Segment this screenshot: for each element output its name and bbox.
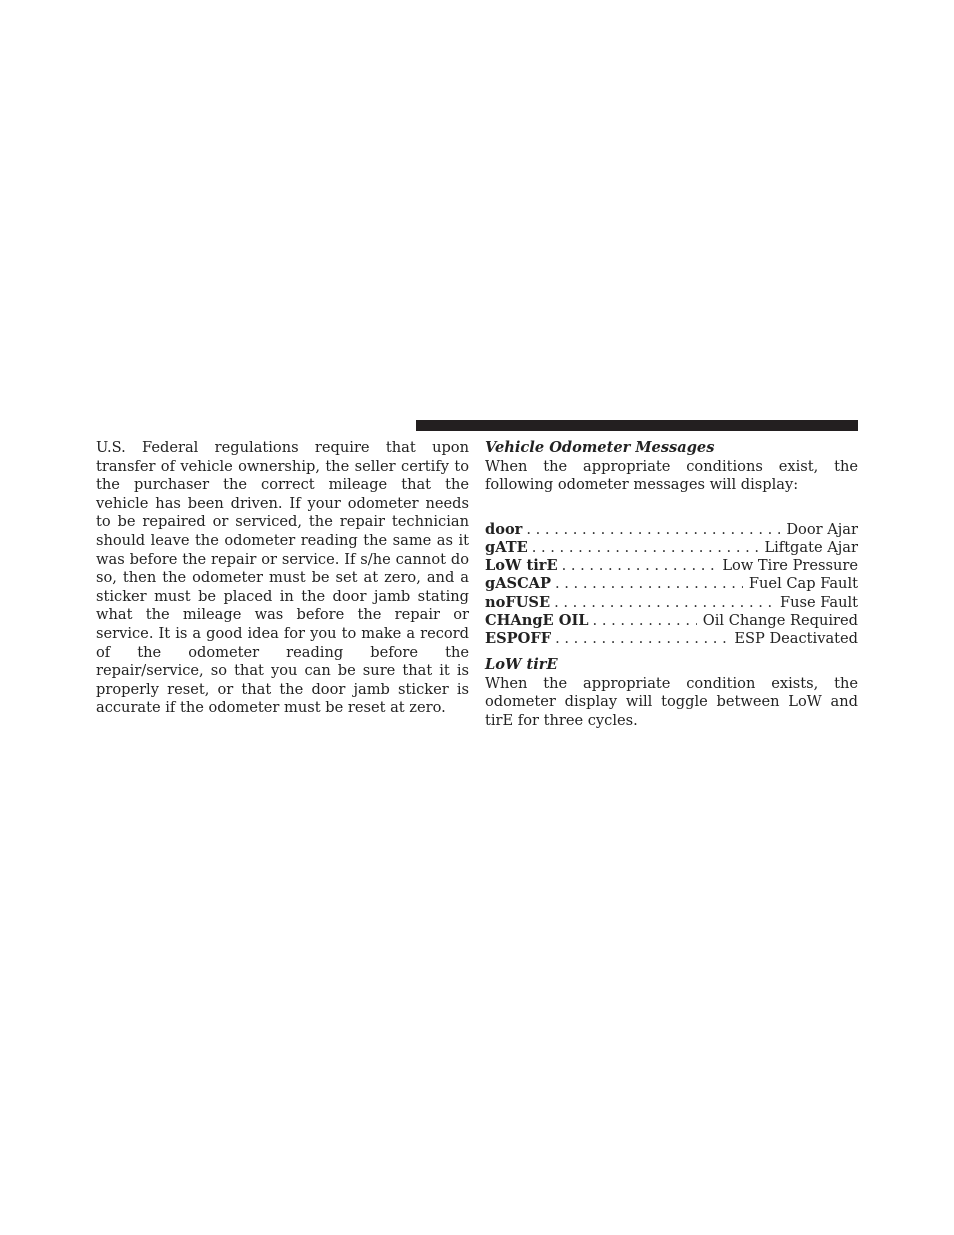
leader-dots	[526, 521, 780, 540]
leader-dots	[593, 612, 697, 631]
message-row	[485, 612, 858, 630]
message-row	[485, 630, 858, 648]
message-code: CHAngE OIL	[485, 611, 589, 629]
message-code: door	[485, 520, 523, 538]
message-code: LoW tirE	[485, 557, 558, 575]
message-description: ESP Deactivated	[734, 629, 858, 647]
leader-dots	[555, 575, 743, 594]
leader-dots	[562, 557, 717, 576]
message-description: Liftgate Ajar	[764, 538, 858, 556]
message-row	[485, 539, 858, 557]
odometer-message-list	[485, 521, 858, 648]
leader-dots	[554, 594, 774, 613]
message-description: Fuse Fault	[779, 593, 858, 611]
messages-intro: When the appropriate conditions exist, the following odometer messages will display:	[485, 457, 858, 494]
low-tire-paragraph: When the appropriate condition exists, the odometer display will toggle between LoW and tirE for three cycles.	[485, 674, 858, 729]
message-row	[485, 594, 858, 612]
message-code: ESPOFF	[485, 629, 552, 647]
message-row	[485, 557, 858, 575]
message-code: gATE	[485, 538, 528, 556]
message-row	[485, 575, 858, 593]
message-code: gASCAP	[485, 575, 551, 593]
message-row	[485, 521, 858, 539]
message-description: Door Ajar	[786, 520, 858, 538]
leader-dots	[532, 539, 759, 558]
leader-dots	[555, 630, 728, 649]
section-header-bar	[416, 420, 858, 431]
message-description: Oil Change Required	[702, 611, 858, 629]
low-tire-heading: LoW tirE	[485, 656, 558, 674]
message-description: Low Tire Pressure	[722, 557, 858, 575]
odometer-regulation-paragraph: U.S. Federal regulations require that upon transfer of vehicle ownership, the seller certify to the purchaser the correct mileage that the vehicle has been driven. If your odometer needs to be repaired or serviced, the repair technician should leave the odometer reading the same as it was before the repair or service. If s/he cannot do so, then the odometer must be set at zero, and a sticker must be placed in the door jamb stating what the mileage was before the repair or service. It is a good idea for you to make a record of the odometer reading before the repair/service, so that you can be sure that it is properly reset, or that the door jamb sticker is accurate if the odometer must be reset at zero.	[96, 439, 469, 717]
message-description: Fuel Cap Fault	[748, 575, 858, 593]
right-column	[485, 439, 858, 730]
message-code: noFUSE	[485, 593, 551, 611]
left-column	[96, 439, 469, 718]
messages-heading: Vehicle Odometer Messages	[485, 439, 715, 456]
